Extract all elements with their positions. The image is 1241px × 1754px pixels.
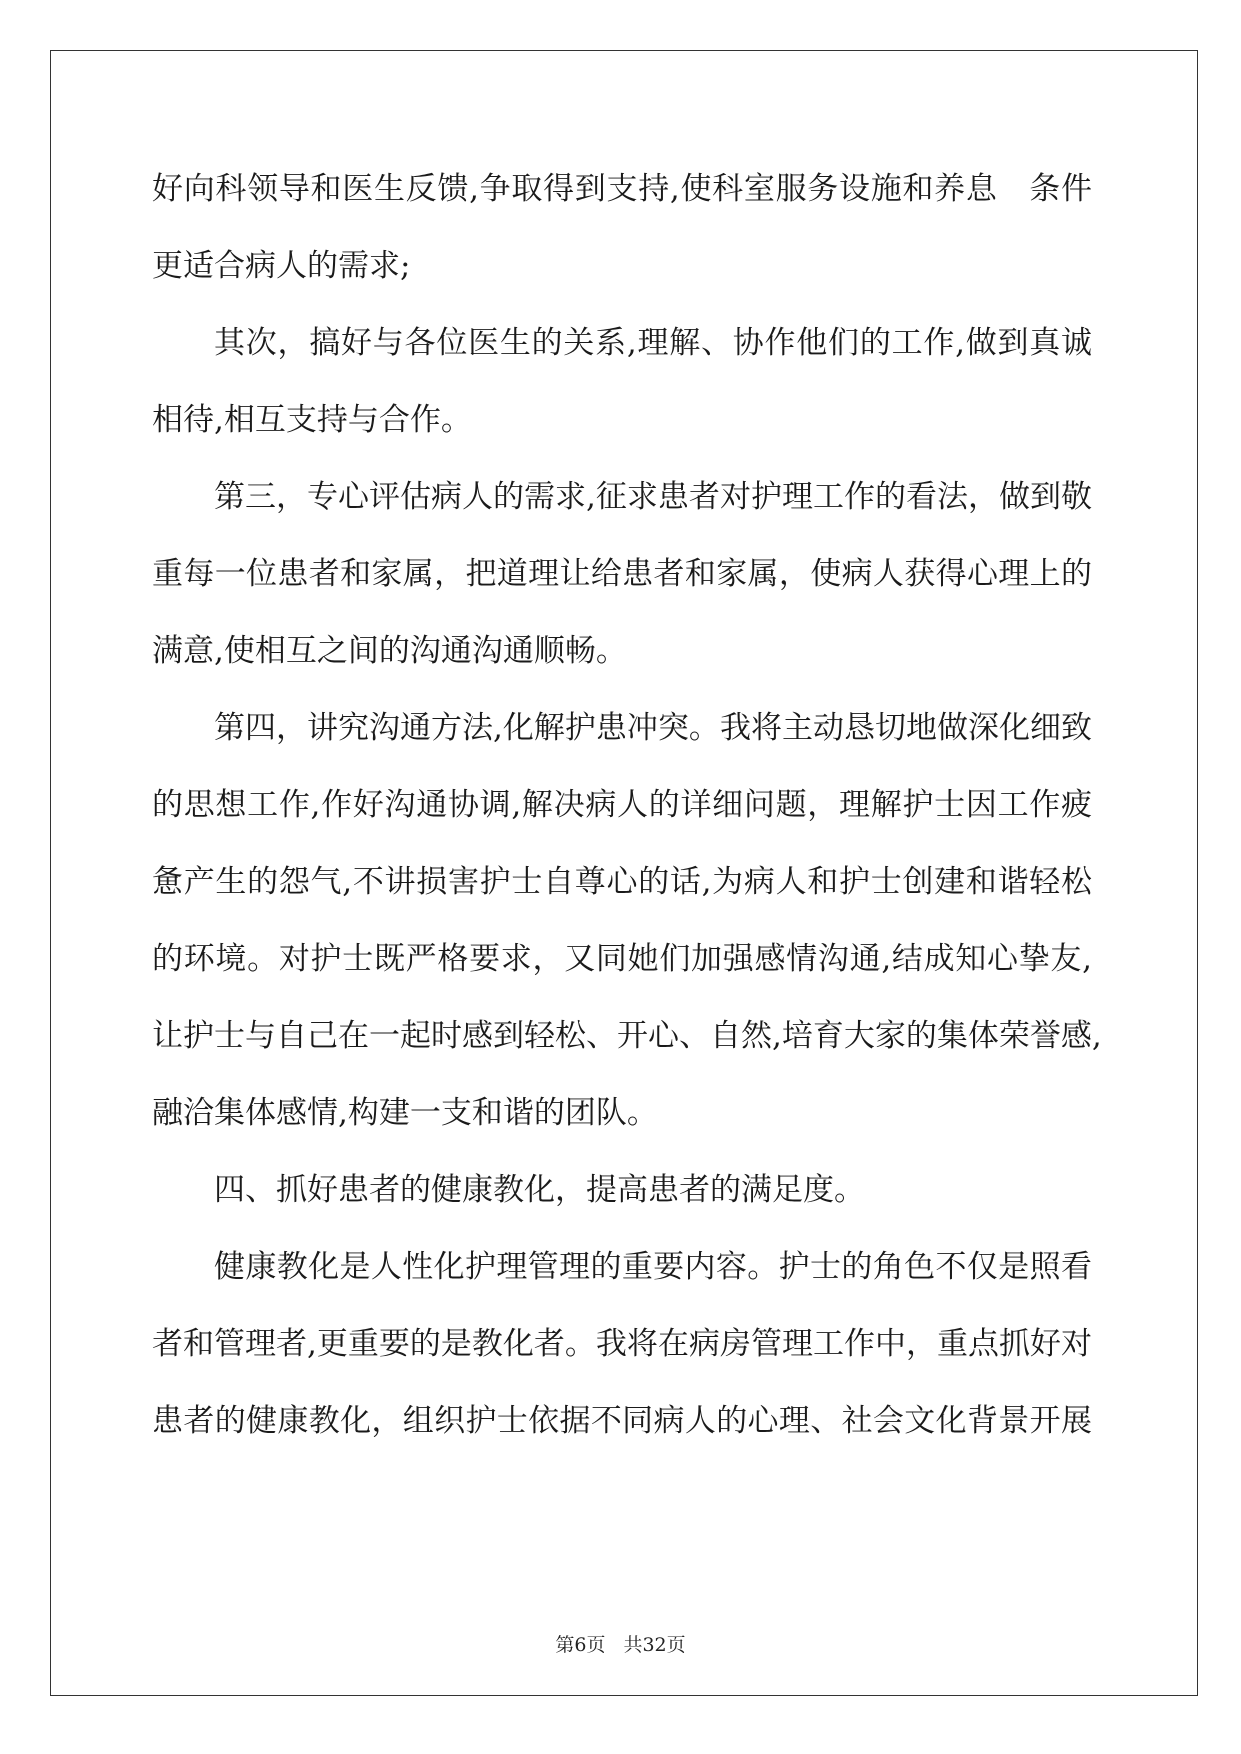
text-line: 满意,使相互之间的沟通沟通顺畅。 [152, 633, 627, 669]
text-line: 好向科领导和医生反馈,争取得到支持,使科室服务设施和养息 条件 [152, 171, 1092, 207]
page-total: 共32页 [623, 1634, 686, 1656]
paragraph-start-line: 第三，专心评估病人的需求,征求患者对护理工作的看法，做到敬 [214, 479, 1092, 515]
paragraph-start-line: 第四，讲究沟通方法,化解护患冲突。我将主动恳切地做深化细致 [214, 710, 1092, 746]
text-line: 惫产生的怨气,不讲损害护士自尊心的话,为病人和护士创建和谐轻松 [152, 864, 1092, 900]
text-line: 相待,相互支持与合作。 [152, 402, 472, 438]
paragraph-start-line: 健康教化是人性化护理管理的重要内容。护士的角色不仅是照看 [214, 1249, 1092, 1285]
document-body [152, 165, 1102, 1474]
text-line: 的思想工作,作好沟通协调,解决病人的详细问题，理解护士因工作疲 [152, 787, 1092, 823]
text-line: 让护士与自己在一起时感到轻松、开心、自然,培育大家的集体荣誉感, [152, 1018, 1102, 1054]
text-line: 重每一位患者和家属，把道理让给患者和家属，使病人获得心理上的 [152, 556, 1092, 592]
text-line: 更适合病人的需求; [152, 248, 411, 284]
page-footer [0, 1633, 1241, 1657]
text-line: 者和管理者,更重要的是教化者。我将在病房管理工作中，重点抓好对 [152, 1326, 1092, 1362]
section-heading: 四、抓好患者的健康教化，提高患者的满足度。 [214, 1172, 865, 1208]
text-line: 的环境。对护士既严格要求，又同她们加强感情沟通,结成知心挚友, [152, 941, 1092, 977]
text-line: 患者的健康教化，组织护士依据不同病人的心理、社会文化背景开展 [152, 1403, 1092, 1439]
page-number: 第6页 [555, 1634, 606, 1656]
paragraph-start-line: 其次，搞好与各位医生的关系,理解、协作他们的工作,做到真诚 [214, 325, 1092, 361]
text-line: 融洽集体感情,构建一支和谐的团队。 [152, 1095, 658, 1131]
